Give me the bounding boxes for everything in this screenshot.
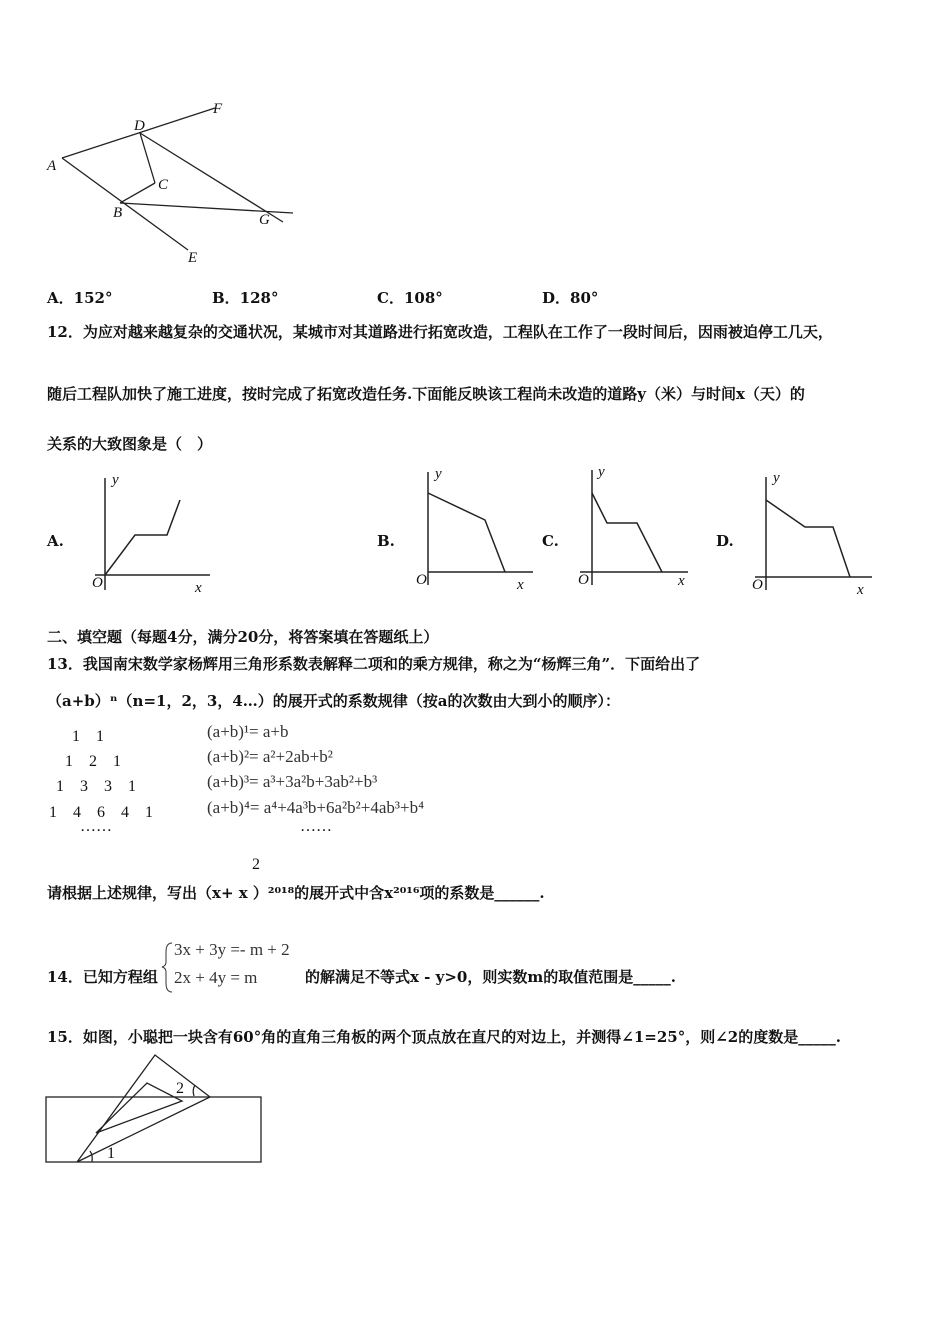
point-d-label: D <box>134 118 145 134</box>
q14-equation-2: 2x + 4y = m <box>174 968 258 987</box>
graph-c-y-label: y <box>598 464 605 480</box>
fraction-numerator: 2 <box>252 856 260 873</box>
q13-text-line2: （a+b）ⁿ（n=1，2，3，4…）的展开式的系数规律（按a的次数由大到小的顺序）： <box>47 692 621 710</box>
point-e-label: E <box>188 250 198 266</box>
q12-graph-d <box>755 477 872 590</box>
q12-option-d[interactable]: D. <box>716 532 734 550</box>
graph-c-origin: O <box>578 572 589 588</box>
angle-2-label: 2 <box>176 1080 184 1097</box>
point-c-label: C <box>158 177 169 193</box>
expansion-row: (a+b)³= a³+3a²b+3ab²+b³ <box>207 772 378 791</box>
angle-1-label: 1 <box>107 1145 115 1162</box>
graph-d-origin: O <box>752 577 763 593</box>
point-g-label: G <box>259 212 270 228</box>
q14-suffix: 的解满足不等式x - y>0，则实数m的取值范围是_____. <box>305 968 676 986</box>
triangle-row: …… <box>80 818 112 835</box>
triangle-row: 1 1 <box>72 728 105 745</box>
expansion-row: …… <box>300 818 332 835</box>
q11-option-a[interactable]: A．152° <box>47 289 113 307</box>
q12-graph-b <box>428 472 533 585</box>
q12-text-line1: 12．为应对越来越复杂的交通状况，某城市对其道路进行拓宽改造，工程队在工作了一段时间后，因雨被迫停工几天， <box>47 323 833 341</box>
q11-option-c[interactable]: C．108° <box>377 289 443 307</box>
graph-a-y-label: y <box>112 472 119 488</box>
section-2-heading: 二、填空题（每题4分，满分20分，将答案填在答题纸上） <box>47 628 439 646</box>
graph-a-origin: O <box>92 575 103 591</box>
graph-b-x-label: x <box>517 577 524 593</box>
q12-option-c[interactable]: C. <box>542 532 559 550</box>
triangle-row: 1 4 6 4 1 <box>49 804 154 821</box>
q11-option-d[interactable]: D．80° <box>542 289 599 307</box>
q14-equation-1: 3x + 3y =- m + 2 <box>174 940 290 959</box>
point-b-label: B <box>113 205 123 221</box>
q14-brace <box>162 943 172 992</box>
q13-text-line1: 13．我国南宋数学家杨辉用三角形系数表解释二项和的乘方规律，称之为“杨辉三角”．下面给出了 <box>47 655 701 673</box>
expansion-row: (a+b)⁴= a⁴+4a³b+6a²b²+4ab³+b⁴ <box>207 798 424 817</box>
q12-graph-a <box>95 478 210 590</box>
point-f-label: F <box>213 101 223 117</box>
graph-c-x-label: x <box>678 573 685 589</box>
q15-text: 15．如图，小聪把一块含有60°角的直角三角板的两个顶点放在直尺的对边上，并测得∠1=25°，则∠2的度数是_____. <box>47 1028 841 1046</box>
q13-text-line3: 请根据上述规律，写出（x+ x ）²⁰¹⁸的展开式中含x²⁰¹⁶项的系数是______. <box>47 884 545 902</box>
graph-d-y-label: y <box>773 470 780 486</box>
q12-option-b[interactable]: B. <box>377 532 395 550</box>
point-a-label: A <box>47 158 57 174</box>
q15-ruler-triangle-figure <box>46 1055 261 1162</box>
graph-d-x-label: x <box>857 582 864 598</box>
expansion-row: (a+b)¹= a+b <box>207 722 289 741</box>
expansion-row: (a+b)²= a²+2ab+b² <box>207 747 333 766</box>
q12-text-line3: 关系的大致图象是（ ） <box>47 435 213 453</box>
q12-option-a[interactable]: A. <box>47 532 64 550</box>
triangle-row: 1 2 1 <box>65 753 122 770</box>
q12-graph-c <box>580 470 688 585</box>
graph-a-x-label: x <box>195 580 202 596</box>
triangle-row: 1 3 3 1 <box>56 778 137 795</box>
q11-option-b[interactable]: B．128° <box>212 289 279 307</box>
q14-prefix: 14．已知方程组 <box>47 968 158 986</box>
q12-text-line2: 随后工程队加快了施工进度，按时完成了拓宽改造任务.下面能反映该工程尚未改造的道路y（米）与时间x（天）的 <box>47 385 805 403</box>
graph-b-y-label: y <box>435 466 442 482</box>
graph-b-origin: O <box>416 572 427 588</box>
